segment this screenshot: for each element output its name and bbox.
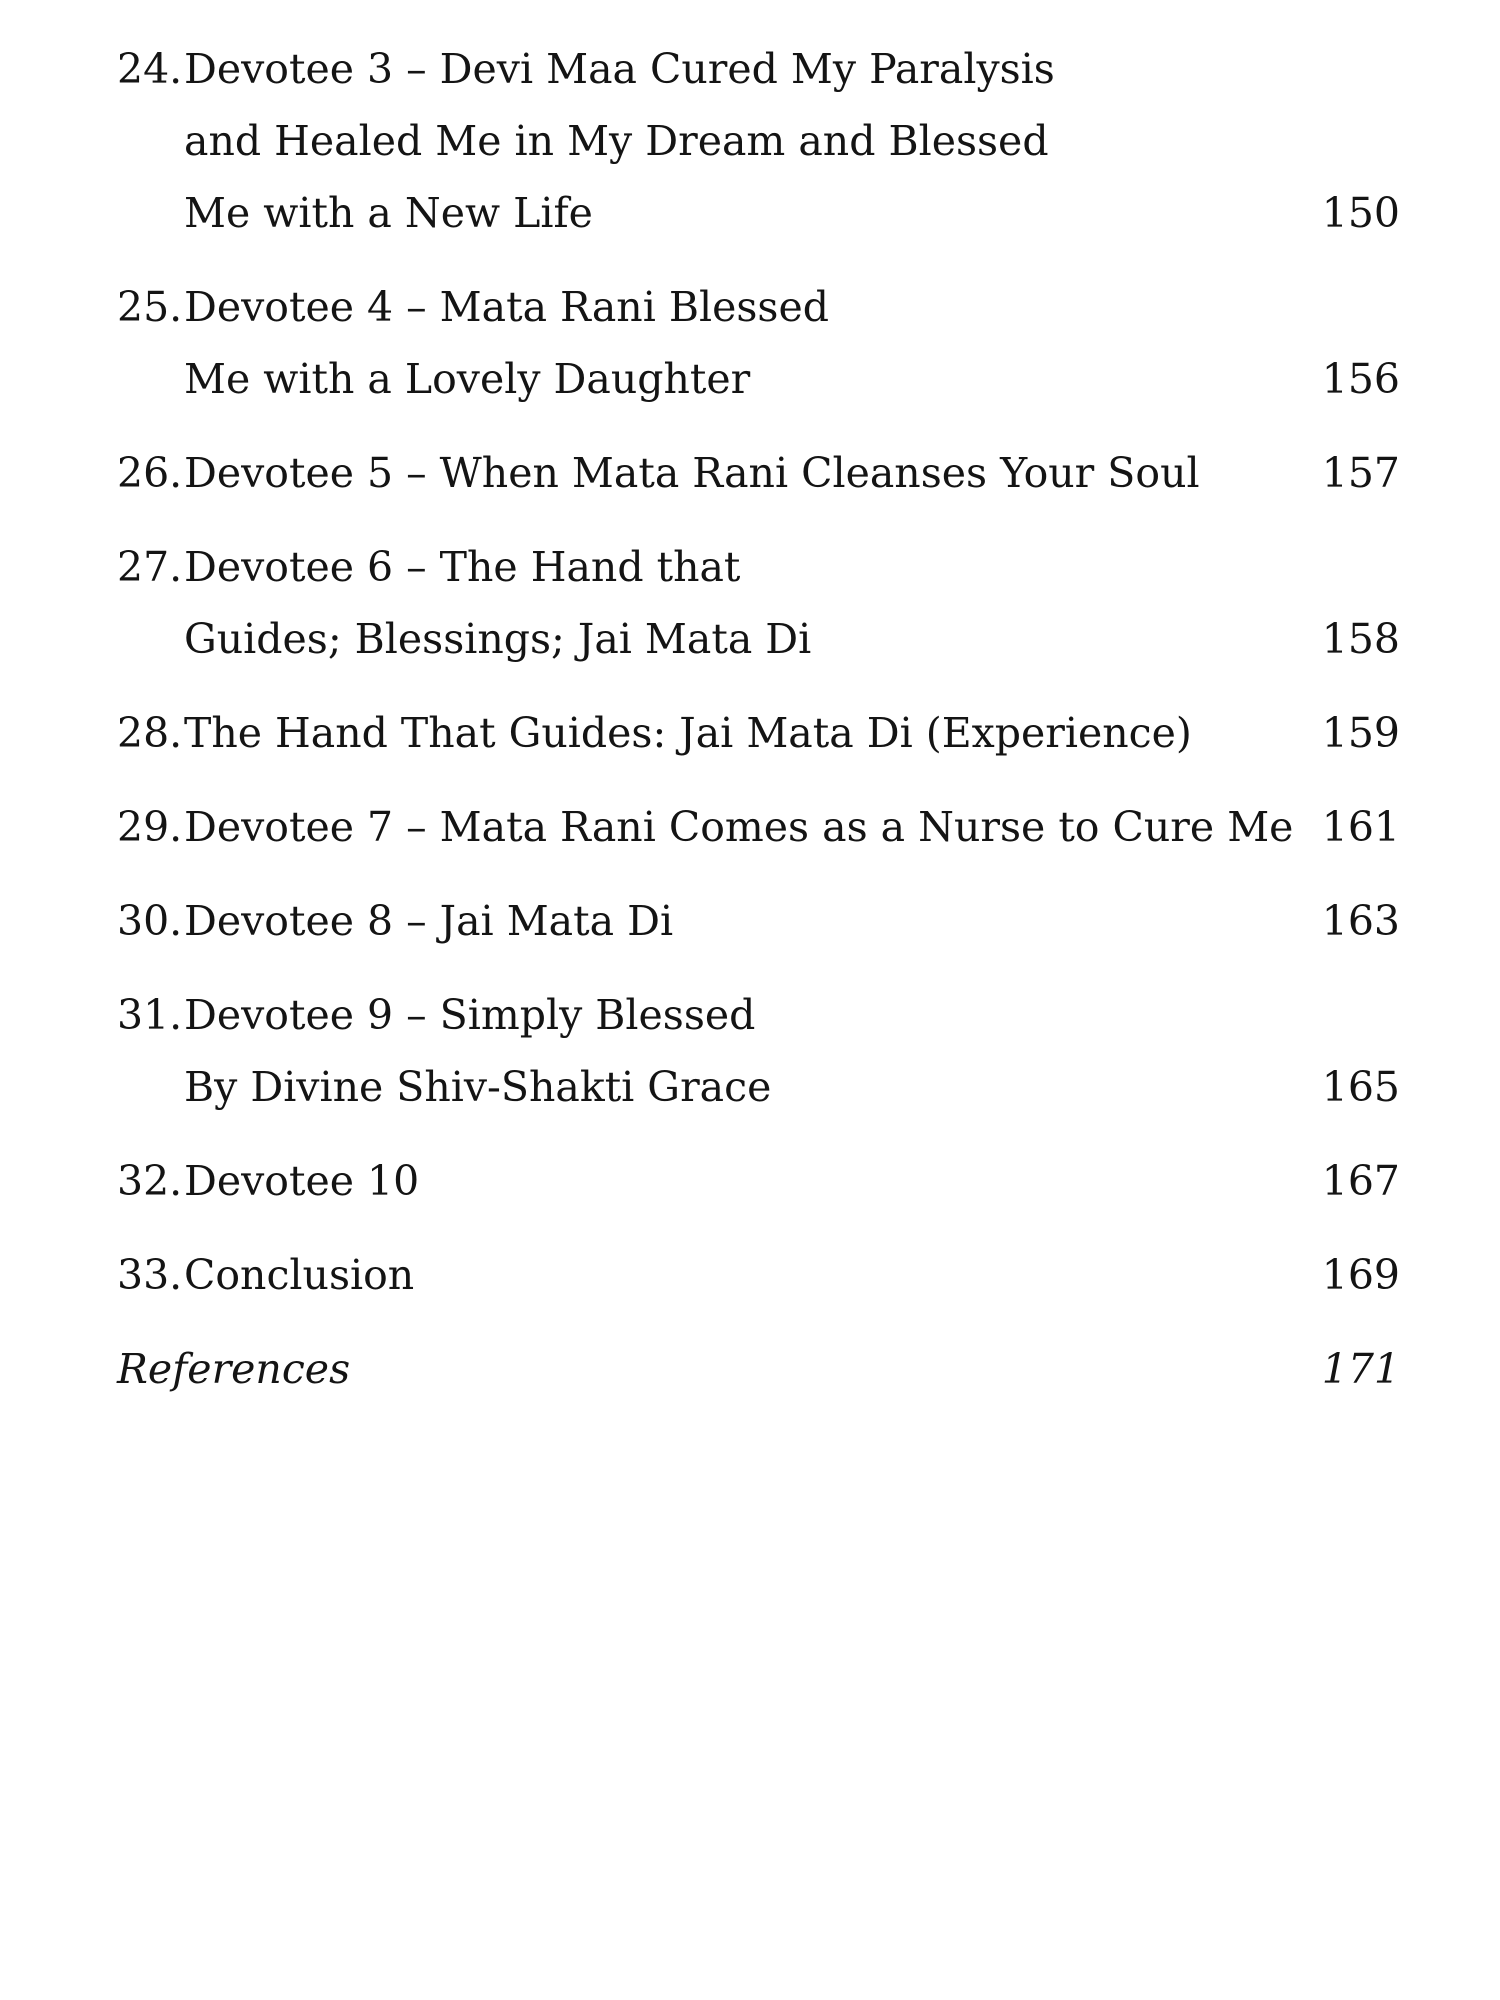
entry-title [184, 437, 1306, 509]
entry-title-line: Devotee 3 – Devi Maa Cured My Paralysis [184, 45, 1055, 93]
entry-title [184, 531, 1306, 675]
entry-title-line: Guides; Blessings; Jai Mata Di [184, 615, 812, 663]
entry-title [184, 1145, 1306, 1217]
entry-title-line: The Hand That Guides: Jai Mata Di (Experience) [184, 709, 1192, 757]
toc-entry-28[interactable] [117, 697, 1400, 769]
entry-page-number: 156 [1321, 355, 1400, 403]
entry-title [184, 271, 1306, 415]
entry-title [184, 791, 1306, 863]
entry-number: 29. [117, 803, 183, 851]
entry-page-number: 169 [1321, 1251, 1400, 1299]
toc-entry-33[interactable] [117, 1239, 1400, 1311]
toc-entry-32[interactable] [117, 1145, 1400, 1217]
entry-title-line: Devotee 7 – Mata Rani Comes as a Nurse to Cure Me [184, 803, 1294, 851]
entry-title-line: Devotee 4 – Mata Rani Blessed [184, 283, 829, 331]
entry-page-number: 163 [1321, 897, 1400, 945]
entry-title-line: Devotee 6 – The Hand that [184, 543, 741, 591]
entry-title-line: and Healed Me in My Dream and Blessed [184, 117, 1049, 165]
entry-title-line: Conclusion [184, 1251, 415, 1299]
entry-number: 30. [117, 897, 183, 945]
entry-page-number: 157 [1321, 449, 1400, 497]
toc-entry-29[interactable] [117, 791, 1400, 863]
entry-title-line: Devotee 8 – Jai Mata Di [184, 897, 674, 945]
entry-title-line: Me with a New Life [184, 189, 593, 237]
references-label: References [117, 1345, 351, 1393]
entry-number: 27. [117, 543, 183, 591]
entry-page-number: 167 [1321, 1157, 1400, 1205]
toc-entry-24[interactable] [117, 33, 1400, 249]
entry-title-line: By Divine Shiv-Shakti Grace [184, 1063, 772, 1111]
entry-title-line: Devotee 9 – Simply Blessed [184, 991, 756, 1039]
entry-title [184, 697, 1306, 769]
entry-title [184, 885, 1306, 957]
entry-number: 33. [117, 1251, 183, 1299]
entry-title [184, 33, 1306, 249]
table-of-contents [117, 33, 1400, 1427]
entry-page-number: 158 [1321, 615, 1400, 663]
entry-number: 32. [117, 1157, 183, 1205]
entry-page-number: 161 [1321, 803, 1400, 851]
entry-number: 28. [117, 709, 183, 757]
toc-entry-31[interactable] [117, 979, 1400, 1123]
entry-title-line: Me with a Lovely Daughter [184, 355, 751, 403]
toc-entry-26[interactable] [117, 437, 1400, 509]
toc-entry-25[interactable] [117, 271, 1400, 415]
entry-title [184, 979, 1306, 1123]
references-page-number: 171 [1321, 1345, 1400, 1393]
entry-title-line: Devotee 10 [184, 1157, 420, 1205]
entry-number: 25. [117, 283, 183, 331]
toc-entry-30[interactable] [117, 885, 1400, 957]
toc-entry-references[interactable] [117, 1333, 1400, 1405]
entry-number: 26. [117, 449, 183, 497]
entry-page-number: 150 [1321, 189, 1400, 237]
entry-title-line: Devotee 5 – When Mata Rani Cleanses Your Soul [184, 449, 1200, 497]
entry-page-number: 165 [1321, 1063, 1400, 1111]
entry-title [184, 1239, 1306, 1311]
entry-page-number: 159 [1321, 709, 1400, 757]
entry-number: 31. [117, 991, 183, 1039]
toc-entry-27[interactable] [117, 531, 1400, 675]
entry-number: 24. [117, 45, 183, 93]
